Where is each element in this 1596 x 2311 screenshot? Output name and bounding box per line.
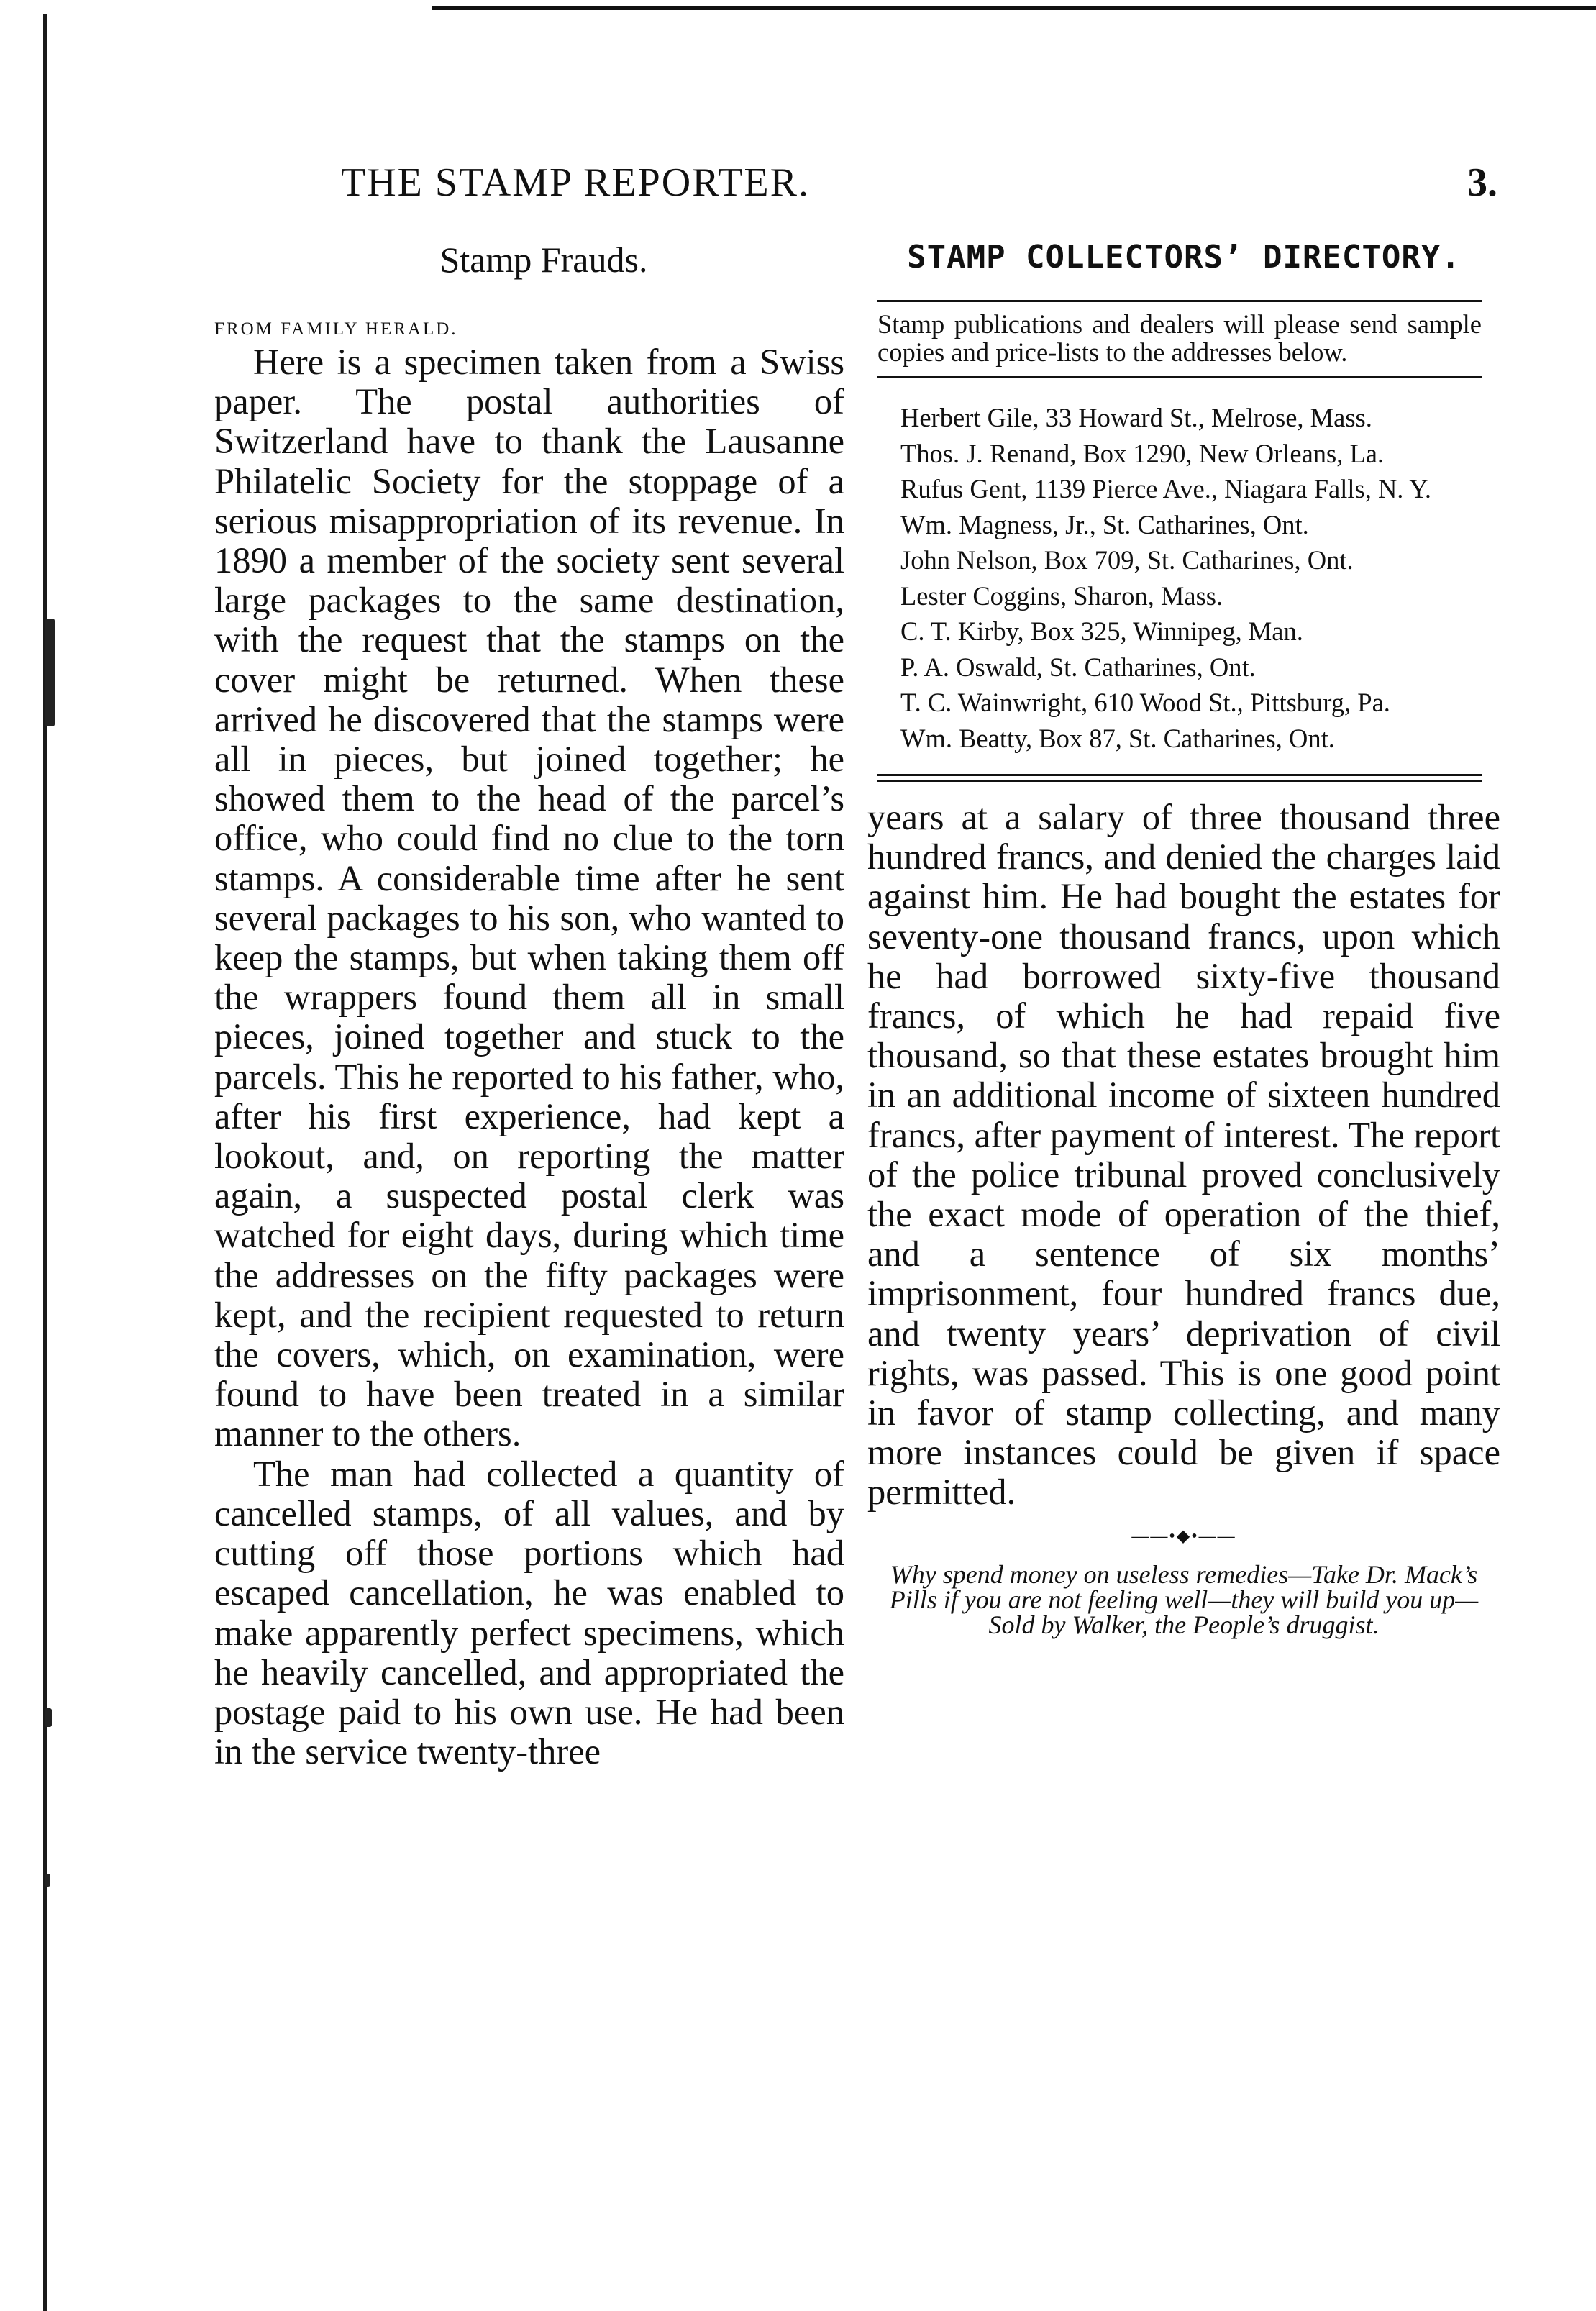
section-double-rule [877, 774, 1482, 782]
directory-rule [877, 300, 1482, 302]
directory-entry: T. C. Wainwright, 610 Wood St., Pittsburg, Pa. [900, 688, 1390, 717]
right-column [867, 216, 1500, 1638]
binding-edge [43, 14, 47, 2311]
binding-mark [45, 1874, 50, 1887]
directory-entry: Wm. Beatty, Box 87, St. Catharines, Ont. [900, 723, 1335, 753]
article-source: FROM FAMILY HERALD. [214, 319, 458, 339]
top-rule [432, 6, 1596, 10]
directory-entries [867, 404, 1500, 752]
article-paragraph: Here is a specimen taken from a Swiss paper. The postal authorities of Switzerland have to thank the Lausanne Philatelic Society for the stoppage of a serious misappropriation of its revenue. In 1890 a member of the society sent several large packages to the same destination, with the request that the stamps on the cover might be returned. When these arrived he discovered that the stamps were all in pieces, but joined together; he showed them to the head of the parcel’s office, who could find no clue to the torn stamps. A considerable time after he sent several packages to his son, who wanted to keep the stamps, but when taking them off the wrappers found them all in small pieces, joined together and stuck to the parcels. This he reported to his father, who, after his first experience, had kept a lookout, and, on reporting the matter again, a suspected postal clerk was watched for eight days, during which time the addresses on the fifty packages were kept, and the recipient requested to return the covers, which, on examination, were found to have been treated in a similar manner to the others. [214, 342, 844, 1454]
directory-entry: P. A. Oswald, St. Catharines, Ont. [900, 652, 1256, 682]
ornament-divider: ——•◆•—— [1131, 1526, 1236, 1546]
left-column [214, 216, 844, 1772]
binding-mark [45, 619, 55, 726]
advertisement: Why spend money on useless remedies—Take Dr. Mack’s Pills if you are not feeling well—they will build you up—Sold by Walker, the People’s druggist. [889, 1559, 1479, 1639]
directory-title: STAMP COLLECTORS’ DIRECTORY. [907, 239, 1461, 275]
directory-entry: Rufus Gent, 1139 Pierce Ave., Niagara Falls, N. Y. [900, 474, 1431, 503]
directory-entry: Thos. J. Renand, Box 1290, New Orleans, La. [900, 438, 1385, 468]
directory-entry: Lester Coggins, Sharon, Mass. [900, 580, 1223, 611]
directory-entry: Wm. Magness, Jr., St. Catharines, Ont. [900, 509, 1309, 539]
directory-rule [877, 376, 1482, 378]
directory-entry: John Nelson, Box 709, St. Catharines, Ont. [900, 545, 1354, 575]
directory-intro: Stamp publications and dealers will please send sample copies and price-lists to the addresses below. [877, 309, 1482, 367]
article-paragraph: The man had collected a quantity of cancelled stamps, of all values, and by cutting off those portions which had escaped cancellation, he was enabled to make apparently perfect specimens, which he heavily cancelled, and appropriated the postage paid to his own use. He had been in the service twenty-three [214, 1453, 844, 1772]
page-number: 3. [1467, 160, 1497, 205]
binding-mark [45, 1708, 52, 1727]
running-head: THE STAMP REPORTER. [341, 160, 810, 205]
article-continuation: years at a salary of three thousand three hundred francs, and denied the charges laid against him. He had bought the estates for seventy-one thousand francs, upon which he had borrowed sixty-five thousand francs, of which he had repaid five thousand, so that these estates brought him in an additional income of sixteen hundred francs, after payment of interest. The report of the police tribunal proved conclusively the exact mode of operation of the thief, and a sentence of six months’ imprisonment, four hundred francs due, and twenty years’ deprivation of civil rights, was passed. This is one good point in favor of stamp collecting, and many more instances could be given if space permitted. [867, 797, 1500, 1513]
article-title: Stamp Frauds. [439, 240, 648, 280]
directory-entry: C. T. Kirby, Box 325, Winnipeg, Man. [900, 616, 1303, 646]
directory-entry: Herbert Gile, 33 Howard St., Melrose, Mass. [900, 403, 1372, 432]
